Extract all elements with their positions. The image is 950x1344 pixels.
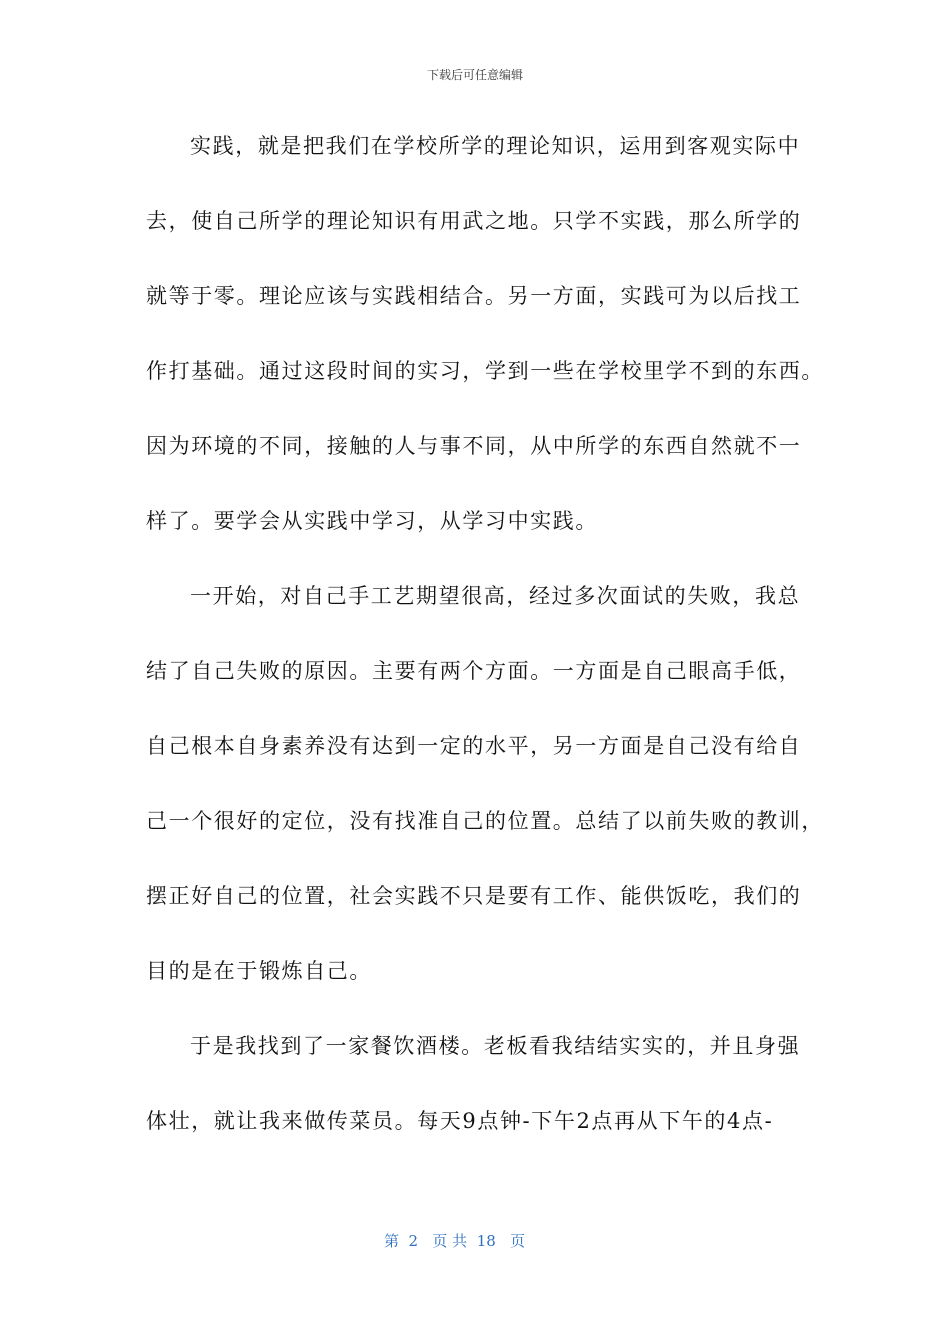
page-number-footer: 第 2 页 共 18 页 [384,1232,526,1250]
paragraph-line-3: 就等于零。理论应该与实践相结合。另一方面，实践可为以后找工 [146,284,802,308]
paragraph-line-4: 作打基础。通过这段时间的实习，学到一些在学校里学不到的东西。 [146,359,824,383]
paragraph-line-14: 体壮，就让我来做传菜员。每天9点钟-下午2点再从下午的4点- [146,1109,774,1133]
paragraph-line-12: 目的是在于锻炼自己。 [146,959,372,983]
paragraph-line-1: 实践，就是把我们在学校所学的理论知识，运用到客观实际中 [190,134,801,158]
paragraph-line-9: 自己根本自身素养没有达到一定的水平，另一方面是自己没有给自 [146,734,802,758]
paragraph-line-8: 结了自己失败的原因。主要有两个方面。一方面是自己眼高手低， [146,659,802,683]
paragraph-line-5: 因为环境的不同，接触的人与事不同，从中所学的东西自然就不一 [146,434,802,458]
paragraph-line-7: 一开始，对自己手工艺期望很高，经过多次面试的失败，我总 [190,584,801,608]
paragraph-line-6: 样了。要学会从实践中学习，从学习中实践。 [146,509,598,533]
page-header-note: 下载后可任意编辑 [426,68,523,82]
paragraph-line-2: 去，使自己所学的理论知识有用武之地。只学不实践，那么所学的 [146,209,802,233]
paragraph-line-10: 己一个很好的定位，没有找准自己的位置。总结了以前失败的教训， [146,809,824,833]
paragraph-line-13: 于是我找到了一家餐饮酒楼。老板看我结结实实的，并且身强 [190,1034,801,1058]
paragraph-line-11: 摆正好自己的位置，社会实践不只是要有工作、能供饭吃，我们的 [146,884,802,908]
